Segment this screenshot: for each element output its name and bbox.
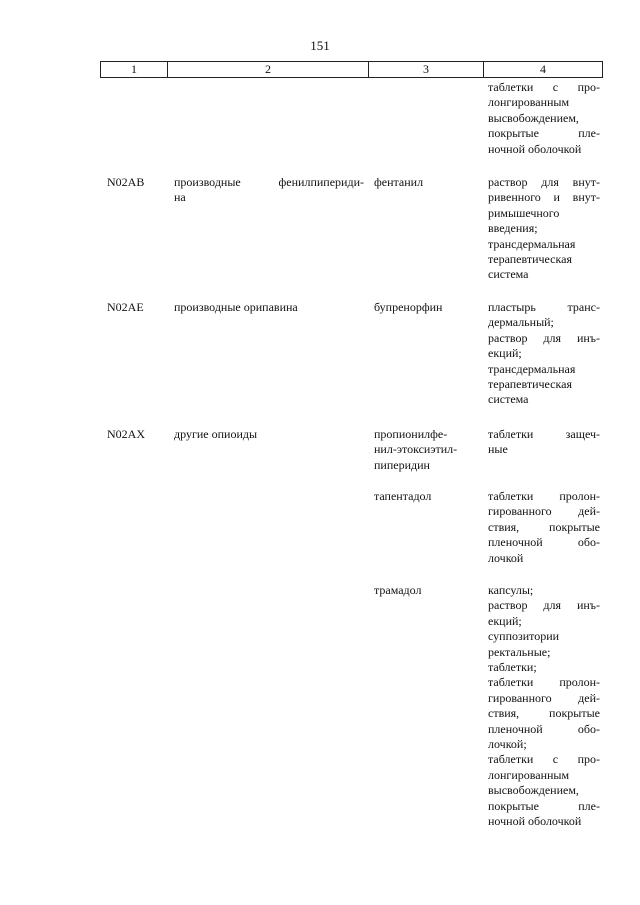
drug-name-tramadol: трамадол [374,583,422,597]
form-line: екций; [488,346,522,361]
form-line: гированного дей- [488,690,600,705]
header-col-2: 2 [168,62,369,77]
dosage-form-tramadol [488,583,600,830]
form-line: терапевтическая [488,377,572,392]
form-line: таблетки пролон- [488,675,600,690]
form-line: ночной оболочкой [488,141,582,156]
form-line: лочкой; [488,737,527,752]
header-col-3: 3 [369,62,484,77]
form-line: система [488,267,529,282]
form-line: введения; [488,221,538,236]
drug-name-buprenorphine: бупренорфин [374,300,443,314]
form-line: таблетки защеч- [488,427,600,441]
form-line: пленочной обо- [488,535,600,550]
group-name-n02ab [174,175,364,206]
form-line: высвобождением, [488,783,579,798]
dosage-form-propionylphenyl [488,427,600,458]
form-line: таблетки с про- [488,752,600,767]
drug-line: пиперидин [374,457,430,472]
drug-name-tapentadol: тапентадол [374,489,432,503]
form-line: покрытые пле- [488,798,600,813]
form-line: дермальный; [488,315,554,330]
form-line: раствор для инъ- [488,330,600,345]
form-line: лонгированным [488,95,570,110]
form-line: таблетки пролон- [488,489,600,503]
form-line: ночной оболочкой [488,814,582,829]
atc-code-n02ae: N02AE [107,300,144,314]
drug-line: пропионилфе- [374,427,448,441]
group-line: производные фенилпипериди- [174,175,364,189]
dosage-form-tapentadol [488,489,600,566]
form-line: ствия, покрытые [488,519,600,534]
form-line: раствор для инъ- [488,598,600,613]
form-line: пластырь транс- [488,300,600,314]
atc-code-n02ax: N02AX [107,427,145,441]
dosage-form-buprenorphine [488,300,600,408]
continuation-dosage-form [488,80,600,157]
dosage-form-fentanyl [488,175,600,283]
form-line: терапевтическая [488,252,572,267]
form-line: пленочной обо- [488,721,600,736]
form-line: ствия, покрытые [488,706,600,721]
drug-name-fentanyl: фентанил [374,175,424,189]
group-name-n02ae [174,300,364,315]
form-line: капсулы; [488,583,534,597]
drug-name-propionylphenyl [374,427,480,473]
form-line: ривенного и внут- [488,190,600,205]
form-line: римышечного [488,205,560,220]
atc-code-n02ab: N02AB [107,175,145,189]
group-line: на [174,190,186,205]
form-line: лочкой [488,550,524,565]
group-line: производные орипавина [174,300,298,314]
form-line: трансдермальная [488,361,576,376]
form-line: таблетки; [488,660,537,675]
header-col-4: 4 [484,62,603,77]
page-number: 151 [310,38,330,53]
form-line: покрытые пле- [488,126,600,141]
form-line: лонгированным [488,767,570,782]
form-line: екций; [488,613,522,628]
group-line: другие опиоиды [174,427,258,441]
table-header [100,61,603,78]
drug-line: нил-этоксиэтил- [374,442,458,457]
form-line: ректальные; [488,644,551,659]
form-line: трансдермальная [488,236,576,251]
form-line: раствор для внут- [488,175,600,189]
form-line: система [488,392,529,407]
form-line: ные [488,442,508,457]
group-name-n02ax [174,427,364,442]
form-line: таблетки с про- [488,80,600,94]
form-line: гированного дей- [488,504,600,519]
header-col-1: 1 [101,62,168,77]
form-line: суппозитории [488,629,560,644]
form-line: высвобождением, [488,110,579,125]
